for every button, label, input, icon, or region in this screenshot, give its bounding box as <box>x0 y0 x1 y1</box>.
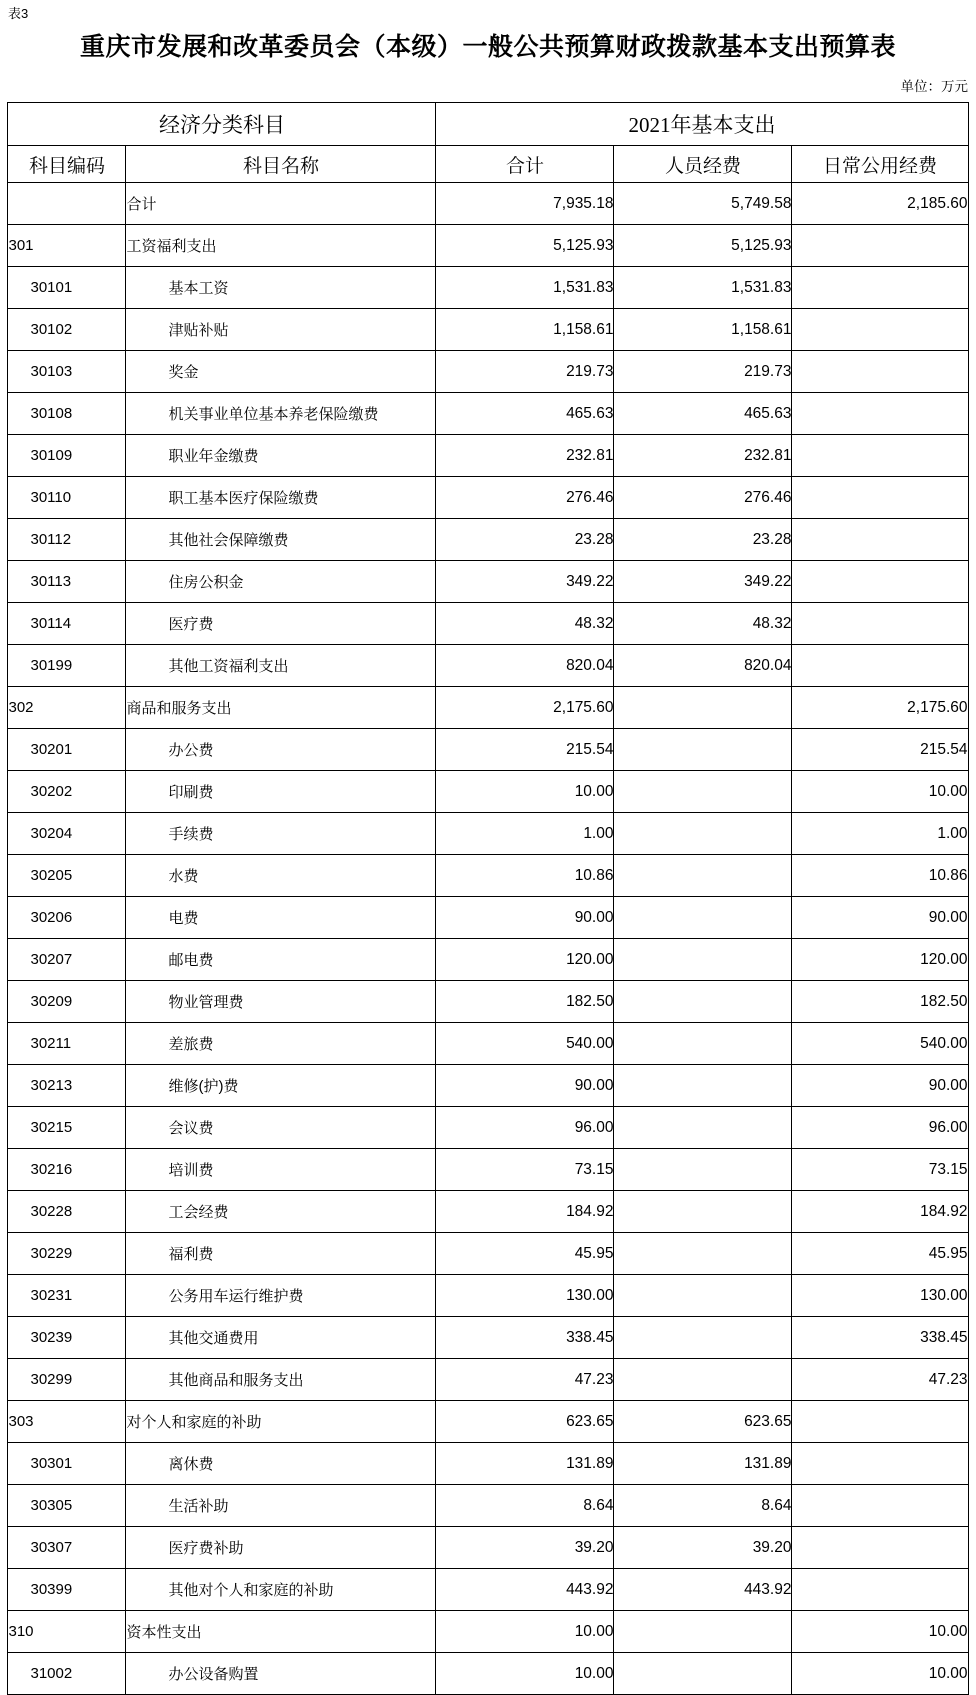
cell-personnel-expense <box>614 1611 792 1653</box>
cell-subject-code: 30307 <box>8 1527 126 1569</box>
cell-subject-name: 资本性支出 <box>126 1611 436 1653</box>
cell-subject-code: 302 <box>8 687 126 729</box>
cell-daily-public-expense <box>792 1443 968 1485</box>
cell-personnel-expense: 8.64 <box>614 1485 792 1527</box>
cell-total: 5,125.93 <box>436 225 614 267</box>
cell-subject-name: 印刷费 <box>126 771 436 813</box>
cell-daily-public-expense: 1.00 <box>792 813 968 855</box>
cell-personnel-expense: 820.04 <box>614 645 792 687</box>
cell-subject-code: 30109 <box>8 435 126 477</box>
cell-personnel-expense <box>614 729 792 771</box>
table-row <box>8 1359 968 1401</box>
column-header-name: 科目名称 <box>126 146 436 183</box>
table-row <box>8 1275 968 1317</box>
table-row <box>8 981 968 1023</box>
table-body <box>8 183 968 1695</box>
cell-subject-name: 基本工资 <box>126 267 436 309</box>
cell-subject-name: 办公费 <box>126 729 436 771</box>
cell-subject-code: 30199 <box>8 645 126 687</box>
cell-personnel-expense <box>614 1233 792 1275</box>
cell-personnel-expense <box>614 1191 792 1233</box>
cell-total: 2,175.60 <box>436 687 614 729</box>
header-economic-category: 经济分类科目 <box>8 103 436 146</box>
cell-personnel-expense: 5,749.58 <box>614 183 792 225</box>
cell-subject-code <box>8 183 126 225</box>
cell-total: 90.00 <box>436 897 614 939</box>
cell-subject-code: 30228 <box>8 1191 126 1233</box>
cell-subject-name: 合计 <box>126 183 436 225</box>
cell-total: 465.63 <box>436 393 614 435</box>
cell-subject-code: 30299 <box>8 1359 126 1401</box>
cell-subject-code: 30301 <box>8 1443 126 1485</box>
cell-subject-code: 30231 <box>8 1275 126 1317</box>
table-row <box>8 603 968 645</box>
table-row <box>8 309 968 351</box>
table-label: 表3 <box>8 6 29 21</box>
column-header-daily: 日常公用经费 <box>792 146 968 183</box>
table-row <box>8 393 968 435</box>
cell-daily-public-expense <box>792 603 968 645</box>
cell-daily-public-expense: 215.54 <box>792 729 968 771</box>
table-row <box>8 897 968 939</box>
cell-subject-code: 30204 <box>8 813 126 855</box>
table-row <box>8 1569 968 1611</box>
column-header-code: 科目编码 <box>8 146 126 183</box>
table-row <box>8 1065 968 1107</box>
table-row <box>8 267 968 309</box>
cell-personnel-expense <box>614 1023 792 1065</box>
cell-personnel-expense: 48.32 <box>614 603 792 645</box>
cell-subject-name: 职业年金缴费 <box>126 435 436 477</box>
table-row <box>8 561 968 603</box>
cell-personnel-expense <box>614 981 792 1023</box>
column-header-total: 合计 <box>436 146 614 183</box>
cell-total: 443.92 <box>436 1569 614 1611</box>
cell-total: 1.00 <box>436 813 614 855</box>
cell-total: 232.81 <box>436 435 614 477</box>
cell-total: 540.00 <box>436 1023 614 1065</box>
cell-subject-name: 培训费 <box>126 1149 436 1191</box>
table-row <box>8 1023 968 1065</box>
cell-total: 10.00 <box>436 1653 614 1695</box>
unit-note: 单位：万元 <box>900 79 968 94</box>
cell-total: 276.46 <box>436 477 614 519</box>
cell-personnel-expense: 219.73 <box>614 351 792 393</box>
cell-subject-code: 30399 <box>8 1569 126 1611</box>
cell-daily-public-expense <box>792 645 968 687</box>
cell-total: 96.00 <box>436 1107 614 1149</box>
cell-personnel-expense: 465.63 <box>614 393 792 435</box>
cell-subject-name: 差旅费 <box>126 1023 436 1065</box>
cell-subject-name: 电费 <box>126 897 436 939</box>
cell-subject-code: 30108 <box>8 393 126 435</box>
cell-subject-code: 30229 <box>8 1233 126 1275</box>
budget-table <box>7 102 968 1695</box>
table-row <box>8 645 968 687</box>
table-row <box>8 813 968 855</box>
cell-total: 215.54 <box>436 729 614 771</box>
table-row <box>8 477 968 519</box>
table-row <box>8 351 968 393</box>
cell-subject-code: 30305 <box>8 1485 126 1527</box>
cell-subject-code: 30211 <box>8 1023 126 1065</box>
cell-daily-public-expense <box>792 309 968 351</box>
cell-daily-public-expense: 47.23 <box>792 1359 968 1401</box>
table-row <box>8 1653 968 1695</box>
cell-daily-public-expense <box>792 351 968 393</box>
cell-subject-code: 30110 <box>8 477 126 519</box>
table-head <box>8 103 968 183</box>
cell-total: 131.89 <box>436 1443 614 1485</box>
cell-subject-name: 住房公积金 <box>126 561 436 603</box>
cell-subject-code: 30114 <box>8 603 126 645</box>
table-row <box>8 1443 968 1485</box>
cell-daily-public-expense <box>792 561 968 603</box>
cell-subject-code: 30112 <box>8 519 126 561</box>
cell-total: 184.92 <box>436 1191 614 1233</box>
cell-subject-name: 其他社会保障缴费 <box>126 519 436 561</box>
cell-total: 1,531.83 <box>436 267 614 309</box>
cell-subject-name: 手续费 <box>126 813 436 855</box>
cell-subject-name: 职工基本医疗保险缴费 <box>126 477 436 519</box>
cell-subject-name: 医疗费 <box>126 603 436 645</box>
table-row <box>8 1401 968 1443</box>
cell-total: 349.22 <box>436 561 614 603</box>
cell-total: 48.32 <box>436 603 614 645</box>
cell-subject-code: 30205 <box>8 855 126 897</box>
cell-subject-name: 生活补助 <box>126 1485 436 1527</box>
cell-subject-name: 津贴补贴 <box>126 309 436 351</box>
cell-daily-public-expense: 2,185.60 <box>792 183 968 225</box>
cell-subject-code: 30215 <box>8 1107 126 1149</box>
cell-personnel-expense: 276.46 <box>614 477 792 519</box>
cell-subject-name: 邮电费 <box>126 939 436 981</box>
budget-page <box>0 6 976 1683</box>
table-row <box>8 1107 968 1149</box>
cell-total: 130.00 <box>436 1275 614 1317</box>
cell-daily-public-expense <box>792 1569 968 1611</box>
cell-personnel-expense: 131.89 <box>614 1443 792 1485</box>
cell-personnel-expense <box>614 1653 792 1695</box>
cell-personnel-expense <box>614 1149 792 1191</box>
cell-personnel-expense: 443.92 <box>614 1569 792 1611</box>
cell-total: 90.00 <box>436 1065 614 1107</box>
table-row <box>8 939 968 981</box>
table-row <box>8 183 968 225</box>
table-row <box>8 1611 968 1653</box>
cell-daily-public-expense: 130.00 <box>792 1275 968 1317</box>
table-row <box>8 1149 968 1191</box>
cell-subject-name: 商品和服务支出 <box>126 687 436 729</box>
cell-personnel-expense <box>614 1275 792 1317</box>
cell-subject-name: 水费 <box>126 855 436 897</box>
cell-total: 219.73 <box>436 351 614 393</box>
cell-subject-code: 31002 <box>8 1653 126 1695</box>
cell-total: 45.95 <box>436 1233 614 1275</box>
cell-daily-public-expense: 10.00 <box>792 1611 968 1653</box>
cell-personnel-expense <box>614 813 792 855</box>
cell-subject-code: 30101 <box>8 267 126 309</box>
cell-daily-public-expense <box>792 477 968 519</box>
cell-daily-public-expense <box>792 267 968 309</box>
table-row <box>8 1485 968 1527</box>
table-row <box>8 687 968 729</box>
table-row <box>8 1233 968 1275</box>
cell-subject-code: 30216 <box>8 1149 126 1191</box>
cell-daily-public-expense: 10.86 <box>792 855 968 897</box>
cell-subject-code: 303 <box>8 1401 126 1443</box>
cell-daily-public-expense: 90.00 <box>792 897 968 939</box>
cell-personnel-expense: 1,158.61 <box>614 309 792 351</box>
cell-personnel-expense: 5,125.93 <box>614 225 792 267</box>
cell-daily-public-expense: 45.95 <box>792 1233 968 1275</box>
table-row <box>8 729 968 771</box>
table-row <box>8 519 968 561</box>
cell-personnel-expense: 232.81 <box>614 435 792 477</box>
cell-personnel-expense <box>614 897 792 939</box>
table-row <box>8 225 968 267</box>
cell-daily-public-expense <box>792 225 968 267</box>
cell-daily-public-expense <box>792 1485 968 1527</box>
cell-personnel-expense: 23.28 <box>614 519 792 561</box>
page-title: 重庆市发展和改革委员会（本级）一般公共预算财政拨款基本支出预算表 <box>79 34 896 61</box>
cell-subject-name: 维修(护)费 <box>126 1065 436 1107</box>
cell-daily-public-expense: 120.00 <box>792 939 968 981</box>
cell-daily-public-expense: 2,175.60 <box>792 687 968 729</box>
cell-personnel-expense <box>614 939 792 981</box>
cell-total: 338.45 <box>436 1317 614 1359</box>
cell-daily-public-expense: 184.92 <box>792 1191 968 1233</box>
cell-personnel-expense: 349.22 <box>614 561 792 603</box>
cell-subject-name: 奖金 <box>126 351 436 393</box>
cell-subject-name: 机关事业单位基本养老保险缴费 <box>126 393 436 435</box>
cell-total: 73.15 <box>436 1149 614 1191</box>
cell-subject-name: 办公设备购置 <box>126 1653 436 1695</box>
cell-personnel-expense: 39.20 <box>614 1527 792 1569</box>
cell-subject-name: 其他交通费用 <box>126 1317 436 1359</box>
table-row <box>8 855 968 897</box>
cell-personnel-expense <box>614 1359 792 1401</box>
cell-total: 182.50 <box>436 981 614 1023</box>
cell-subject-code: 30113 <box>8 561 126 603</box>
header-year-basic-expenditure: 2021年基本支出 <box>436 103 968 146</box>
cell-personnel-expense <box>614 1065 792 1107</box>
cell-daily-public-expense: 73.15 <box>792 1149 968 1191</box>
cell-subject-name: 离休费 <box>126 1443 436 1485</box>
cell-total: 10.00 <box>436 1611 614 1653</box>
cell-personnel-expense <box>614 855 792 897</box>
cell-daily-public-expense <box>792 1527 968 1569</box>
cell-subject-name: 工资福利支出 <box>126 225 436 267</box>
cell-personnel-expense: 623.65 <box>614 1401 792 1443</box>
table-row <box>8 1191 968 1233</box>
cell-daily-public-expense: 96.00 <box>792 1107 968 1149</box>
cell-daily-public-expense <box>792 393 968 435</box>
cell-total: 820.04 <box>436 645 614 687</box>
cell-personnel-expense <box>614 1317 792 1359</box>
cell-total: 120.00 <box>436 939 614 981</box>
table-row <box>8 771 968 813</box>
cell-daily-public-expense <box>792 435 968 477</box>
cell-daily-public-expense: 10.00 <box>792 771 968 813</box>
cell-daily-public-expense: 182.50 <box>792 981 968 1023</box>
cell-subject-name: 工会经费 <box>126 1191 436 1233</box>
cell-subject-code: 30206 <box>8 897 126 939</box>
table-row <box>8 1527 968 1569</box>
cell-subject-name: 医疗费补助 <box>126 1527 436 1569</box>
cell-personnel-expense <box>614 771 792 813</box>
cell-total: 47.23 <box>436 1359 614 1401</box>
cell-subject-name: 其他商品和服务支出 <box>126 1359 436 1401</box>
cell-daily-public-expense: 540.00 <box>792 1023 968 1065</box>
cell-subject-code: 30102 <box>8 309 126 351</box>
cell-subject-name: 会议费 <box>126 1107 436 1149</box>
cell-personnel-expense <box>614 1107 792 1149</box>
cell-subject-name: 其他工资福利支出 <box>126 645 436 687</box>
cell-total: 623.65 <box>436 1401 614 1443</box>
cell-daily-public-expense: 90.00 <box>792 1065 968 1107</box>
cell-subject-name: 物业管理费 <box>126 981 436 1023</box>
column-header-personnel: 人员经费 <box>614 146 792 183</box>
cell-daily-public-expense <box>792 1401 968 1443</box>
cell-subject-name: 公务用车运行维护费 <box>126 1275 436 1317</box>
cell-subject-code: 310 <box>8 1611 126 1653</box>
cell-subject-name: 对个人和家庭的补助 <box>126 1401 436 1443</box>
cell-personnel-expense <box>614 687 792 729</box>
cell-daily-public-expense: 338.45 <box>792 1317 968 1359</box>
cell-subject-code: 30209 <box>8 981 126 1023</box>
cell-personnel-expense: 1,531.83 <box>614 267 792 309</box>
cell-subject-code: 30207 <box>8 939 126 981</box>
cell-total: 7,935.18 <box>436 183 614 225</box>
table-header-row <box>8 146 968 183</box>
cell-subject-name: 其他对个人和家庭的补助 <box>126 1569 436 1611</box>
cell-daily-public-expense: 10.00 <box>792 1653 968 1695</box>
table-header-group-row <box>8 103 968 146</box>
table-row <box>8 1317 968 1359</box>
cell-subject-code: 30202 <box>8 771 126 813</box>
cell-total: 8.64 <box>436 1485 614 1527</box>
cell-daily-public-expense <box>792 519 968 561</box>
cell-subject-name: 福利费 <box>126 1233 436 1275</box>
cell-total: 23.28 <box>436 519 614 561</box>
cell-subject-code: 30213 <box>8 1065 126 1107</box>
cell-total: 1,158.61 <box>436 309 614 351</box>
cell-total: 39.20 <box>436 1527 614 1569</box>
cell-subject-code: 30201 <box>8 729 126 771</box>
cell-subject-code: 301 <box>8 225 126 267</box>
cell-subject-code: 30103 <box>8 351 126 393</box>
cell-subject-code: 30239 <box>8 1317 126 1359</box>
cell-total: 10.86 <box>436 855 614 897</box>
table-row <box>8 435 968 477</box>
cell-total: 10.00 <box>436 771 614 813</box>
